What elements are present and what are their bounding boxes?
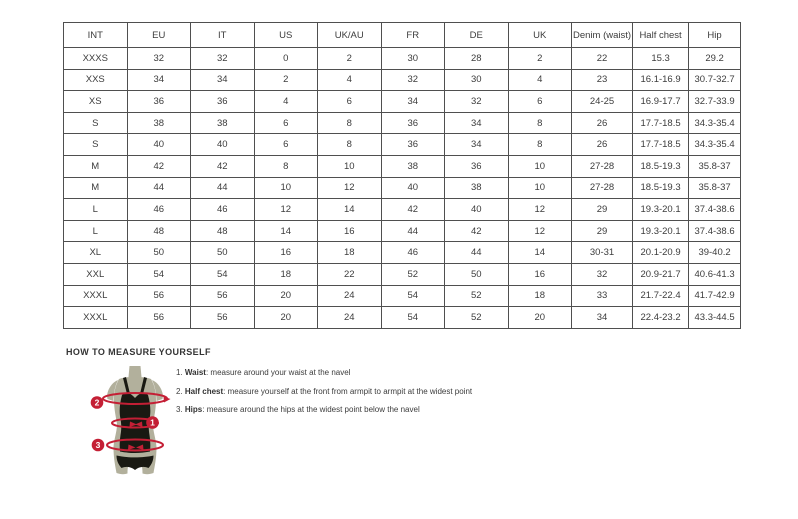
table-cell: 18 [508,285,572,307]
table-cell: 4 [254,91,318,113]
table-cell: 40 [127,134,191,156]
size-chart-table [63,22,741,329]
table-cell: 46 [191,199,255,221]
table-cell: 30.7-32.7 [689,69,741,91]
table-cell: 54 [191,263,255,285]
table-cell: 52 [445,307,509,329]
table-cell: 6 [254,134,318,156]
table-cell: 18.5-19.3 [633,177,689,199]
table-cell: 18 [254,263,318,285]
table-cell: 29 [572,199,633,221]
table-cell: 29 [572,220,633,242]
table-cell: 42 [381,199,445,221]
table-cell: 34 [191,69,255,91]
badge-2-number: 2 [94,397,100,408]
table-cell: 20 [508,307,572,329]
table-cell: 41.7-42.9 [689,285,741,307]
table-cell: 42 [127,155,191,177]
table-cell: 8 [318,112,382,134]
table-cell: 0 [254,48,318,70]
table-cell: XL [64,242,128,264]
table-cell: 22.4-23.2 [633,307,689,329]
table-cell: 44 [191,177,255,199]
table-cell: 34.3-35.4 [689,134,741,156]
step-number: 1. [176,368,185,377]
table-row [64,91,741,113]
table-cell: 6 [254,112,318,134]
table-cell: 38 [191,112,255,134]
table-cell: 16 [318,220,382,242]
table-cell: XXL [64,263,128,285]
measure-step [176,387,472,397]
table-cell: 38 [445,177,509,199]
table-cell: 16.9-17.7 [633,91,689,113]
table-cell: 10 [508,177,572,199]
step-label: Half chest [184,386,224,396]
column-header: Denim (waist) [572,23,633,48]
table-cell: 14 [508,242,572,264]
table-cell: S [64,112,128,134]
table-cell: 40 [445,199,509,221]
table-cell: L [64,220,128,242]
table-cell: 33 [572,285,633,307]
table-cell: 8 [508,112,572,134]
table-cell: M [64,177,128,199]
table-cell: 50 [191,242,255,264]
column-header: FR [381,23,445,48]
table-cell: 2 [318,48,382,70]
table-cell: 32.7-33.9 [689,91,741,113]
table-cell: 14 [318,199,382,221]
table-cell: L [64,199,128,221]
table-cell: 22 [318,263,382,285]
table-row [64,285,741,307]
column-header: US [254,23,318,48]
table-cell: M [64,155,128,177]
table-cell: 36 [127,91,191,113]
table-cell: 39-40.2 [689,242,741,264]
step-text: : measure around the hips at the widest point below the navel [202,405,420,414]
table-cell: 54 [381,307,445,329]
table-cell: 12 [318,177,382,199]
step-number: 2. [176,386,185,396]
table-cell: 40 [381,177,445,199]
measure-steps [176,368,472,424]
table-cell: 17.7-18.5 [633,134,689,156]
table-cell: 12 [508,220,572,242]
column-header: Hip [689,23,741,48]
table-cell: 14 [254,220,318,242]
table-cell: 40 [191,134,255,156]
table-cell: 12 [254,199,318,221]
table-cell: 32 [381,69,445,91]
table-cell: 43.3-44.5 [689,307,741,329]
table-cell: 37.4-38.6 [689,199,741,221]
table-cell: 27-28 [572,177,633,199]
measure-step [176,368,472,378]
table-cell: 2 [254,69,318,91]
table-cell: 35.8-37 [689,155,741,177]
table-cell: 20.9-21.7 [633,263,689,285]
table-cell: 34 [572,307,633,329]
table-cell: 38 [381,155,445,177]
table-cell: 20.1-20.9 [633,242,689,264]
table-cell: 12 [508,199,572,221]
table-cell: XXS [64,69,128,91]
measure-section-title: HOW TO MEASURE YOURSELF [66,347,211,357]
table-cell: 8 [254,155,318,177]
table-cell: 54 [127,263,191,285]
table-cell: 4 [318,69,382,91]
table-row [64,112,741,134]
column-header: DE [445,23,509,48]
table-cell: 44 [127,177,191,199]
table-cell: 35.8-37 [689,177,741,199]
table-cell: 30 [381,48,445,70]
table-cell: 26 [572,134,633,156]
table-row [64,242,741,264]
column-header: Half chest [633,23,689,48]
table-row [64,307,741,329]
table-cell: 32 [445,91,509,113]
table-cell: 36 [381,134,445,156]
table-cell: 56 [127,285,191,307]
mannequin-figure-svg [85,366,185,481]
table-cell: 8 [508,134,572,156]
table-row [64,155,741,177]
size-table-body [64,48,741,329]
column-header: EU [127,23,191,48]
table-row [64,263,741,285]
table-cell: 27-28 [572,155,633,177]
table-cell: 50 [445,263,509,285]
table-cell: 38 [127,112,191,134]
table-cell: 10 [318,155,382,177]
table-row [64,177,741,199]
table-cell: 24 [318,285,382,307]
table-cell: 30 [445,69,509,91]
table-cell: 48 [127,220,191,242]
table-cell: 37.4-38.6 [689,220,741,242]
table-cell: 42 [445,220,509,242]
mannequin-illustration [85,366,185,481]
table-cell: 15.3 [633,48,689,70]
column-header: INT [64,23,128,48]
step-label: Hips [184,405,203,414]
table-cell: 24-25 [572,91,633,113]
table-cell: 17.7-18.5 [633,112,689,134]
swimsuit-top [120,393,151,453]
badge-3-number: 3 [95,440,101,450]
badge-1-number: 1 [150,417,155,428]
table-cell: 34 [445,134,509,156]
table-cell: 34 [381,91,445,113]
table-cell: 50 [127,242,191,264]
table-cell: XXXL [64,307,128,329]
table-cell: 19.3-20.1 [633,220,689,242]
table-row [64,69,741,91]
table-cell: 56 [127,307,191,329]
table-cell: 22 [572,48,633,70]
size-table-header-row [64,23,741,48]
table-cell: 16.1-16.9 [633,69,689,91]
column-header: IT [191,23,255,48]
table-cell: 54 [381,285,445,307]
table-row [64,199,741,221]
table-row [64,134,741,156]
table-cell: 28 [445,48,509,70]
table-cell: 8 [318,134,382,156]
table-cell: 21.7-22.4 [633,285,689,307]
table-cell: XS [64,91,128,113]
table-cell: 20 [254,285,318,307]
table-cell: 40.6-41.3 [689,263,741,285]
table-cell: 44 [381,220,445,242]
column-header: UK [508,23,572,48]
table-cell: 32 [572,263,633,285]
table-cell: 10 [254,177,318,199]
table-cell: 20 [254,307,318,329]
table-cell: XXXL [64,285,128,307]
table-cell: S [64,134,128,156]
step-text: : measure yourself at the front from armpit to armpit at the widest point [223,386,473,396]
measure-step [176,405,472,415]
table-cell: 18.5-19.3 [633,155,689,177]
table-cell: 56 [191,307,255,329]
table-cell: 19.3-20.1 [633,199,689,221]
table-cell: 2 [508,48,572,70]
table-cell: 46 [127,199,191,221]
table-cell: 16 [508,263,572,285]
table-cell: 36 [381,112,445,134]
table-cell: 24 [318,307,382,329]
table-cell: XXXS [64,48,128,70]
table-cell: 56 [191,285,255,307]
table-cell: 34 [127,69,191,91]
mannequin-neck [129,366,142,379]
table-cell: 29.2 [689,48,741,70]
step-label: Waist [184,368,206,377]
table-cell: 32 [127,48,191,70]
table-cell: 52 [445,285,509,307]
table-cell: 30-31 [572,242,633,264]
table-cell: 4 [508,69,572,91]
table-row [64,220,741,242]
step-text: : measure around your waist at the navel [205,368,351,377]
table-cell: 18 [318,242,382,264]
table-cell: 36 [191,91,255,113]
table-cell: 16 [254,242,318,264]
table-cell: 42 [191,155,255,177]
step-number: 3. [176,405,185,414]
table-row [64,48,741,70]
table-cell: 46 [381,242,445,264]
table-cell: 44 [445,242,509,264]
table-cell: 34 [445,112,509,134]
table-cell: 10 [508,155,572,177]
column-header: UK/AU [318,23,382,48]
table-cell: 34.3-35.4 [689,112,741,134]
table-cell: 48 [191,220,255,242]
table-cell: 36 [445,155,509,177]
table-cell: 6 [508,91,572,113]
table-cell: 32 [191,48,255,70]
table-cell: 52 [381,263,445,285]
table-cell: 6 [318,91,382,113]
table-cell: 26 [572,112,633,134]
table-cell: 23 [572,69,633,91]
